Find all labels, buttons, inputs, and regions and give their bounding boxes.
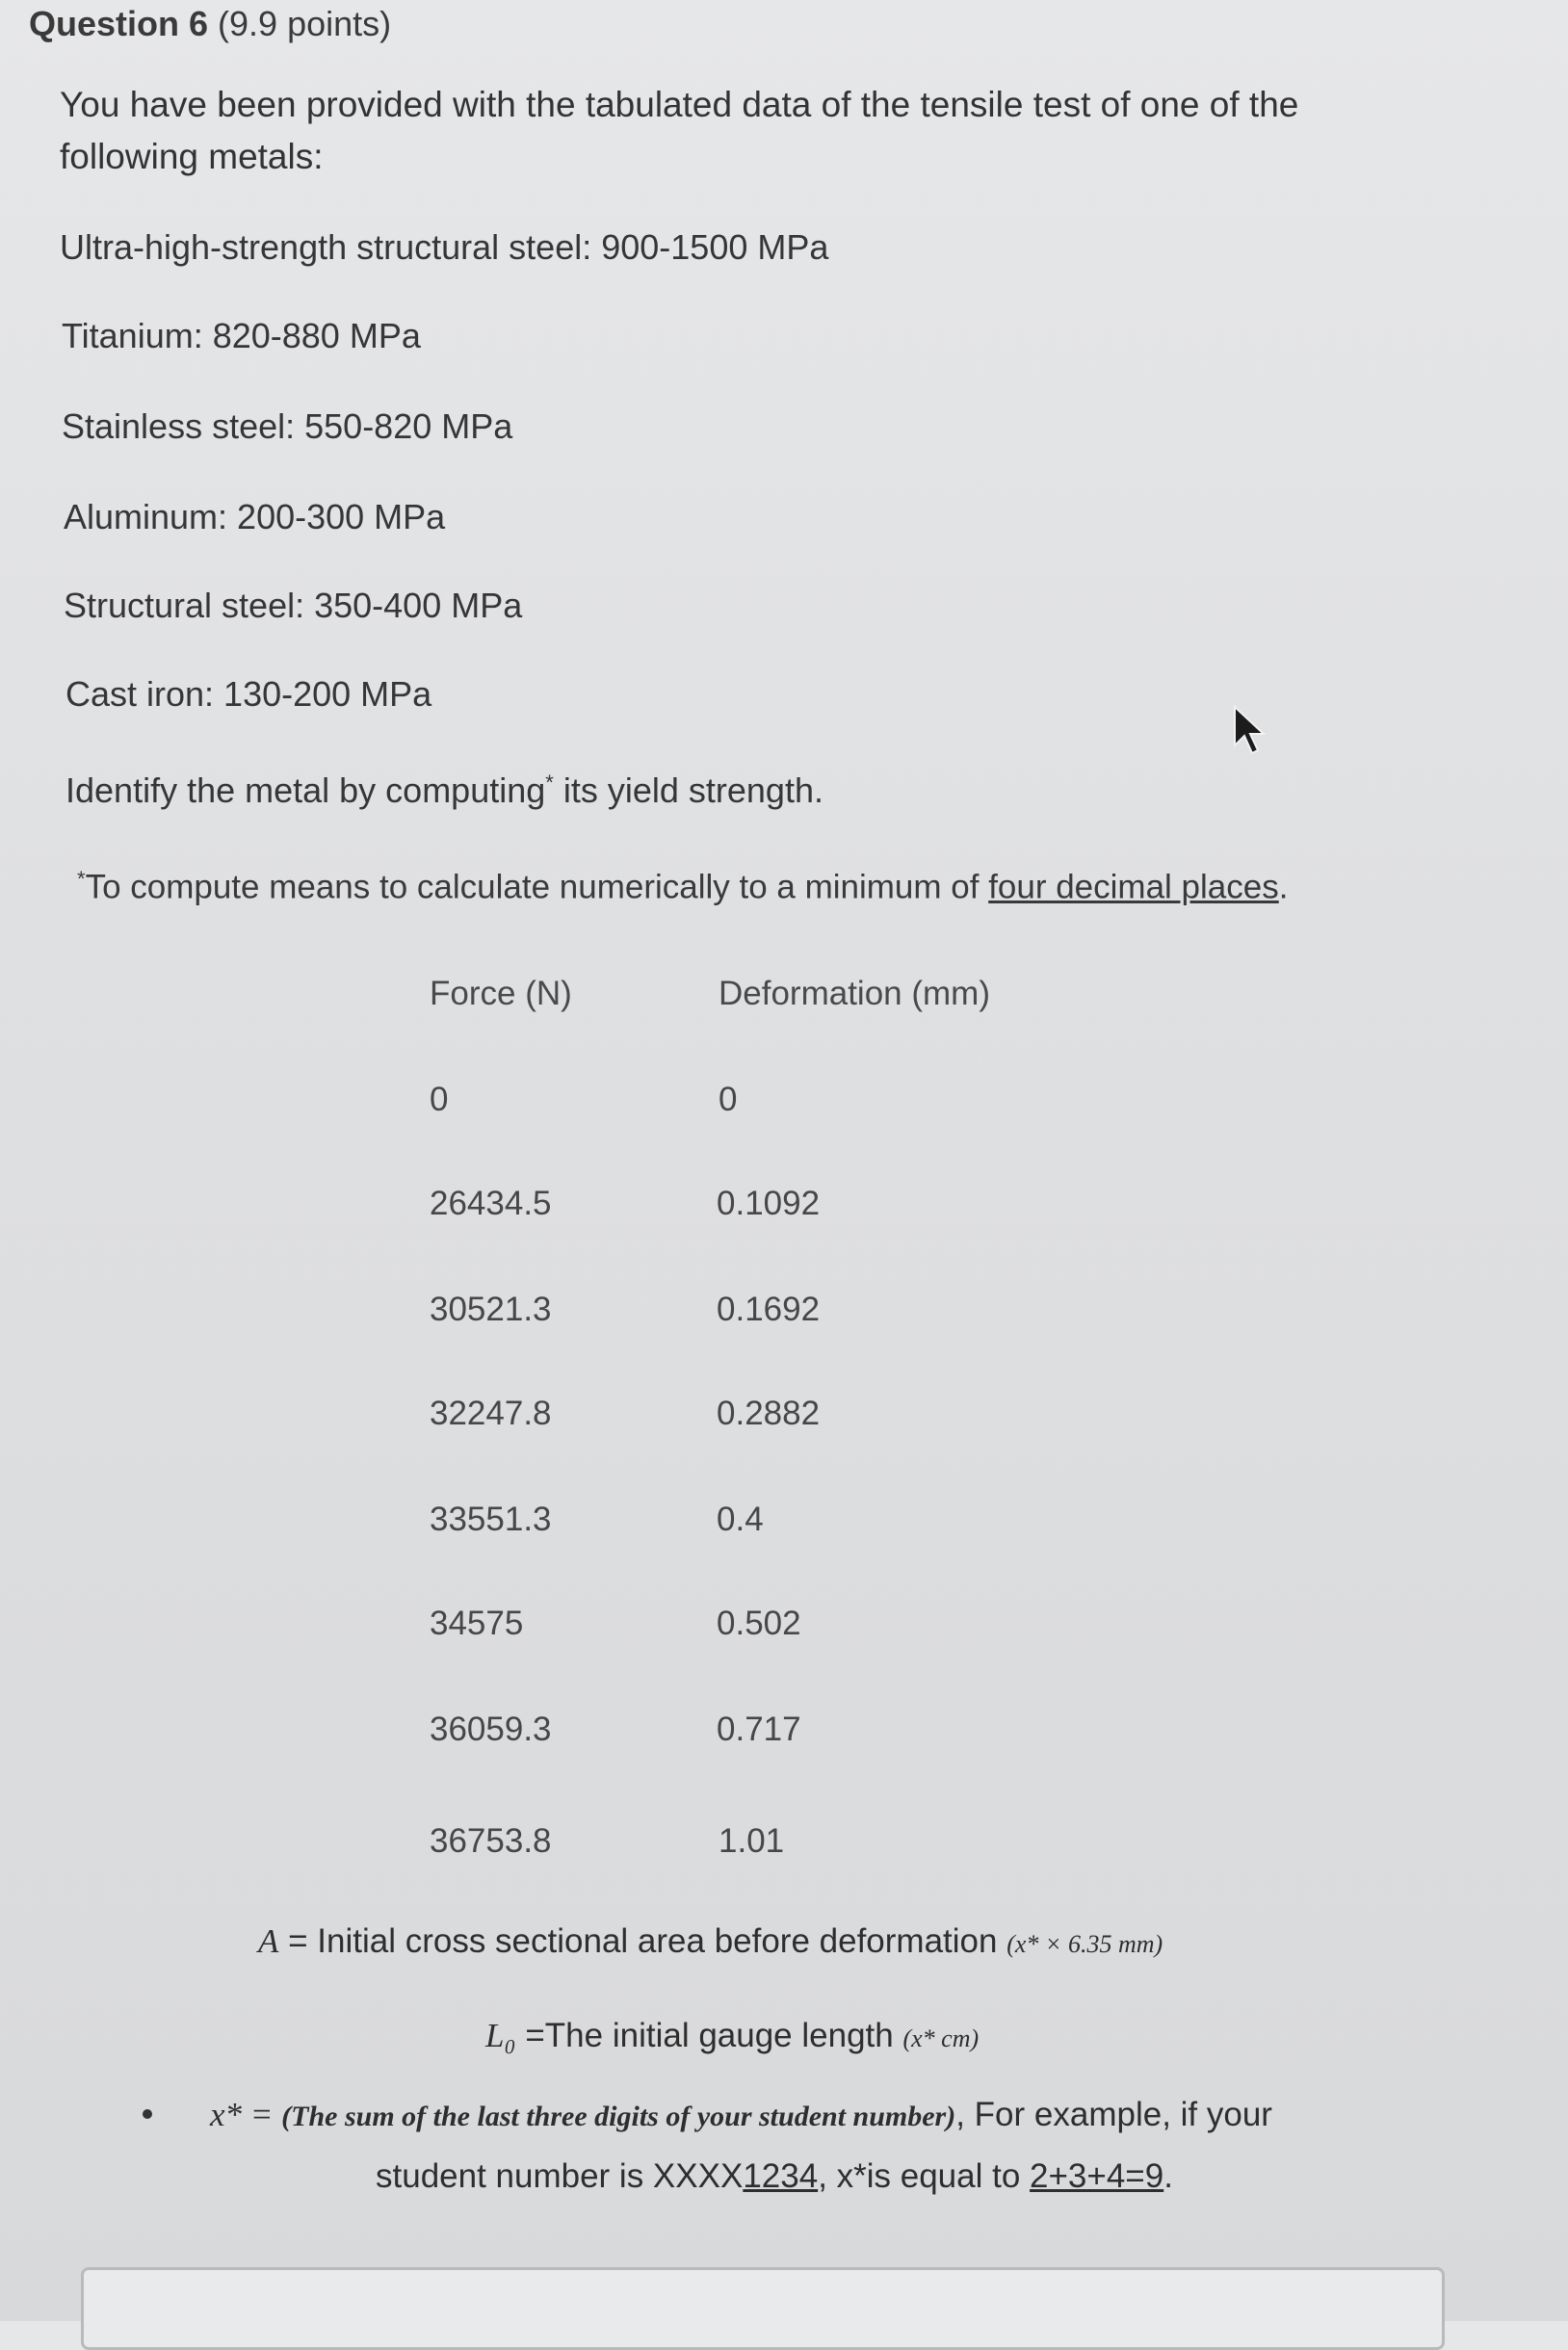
table-cell-deformation: 0.4 <box>717 1501 764 1538</box>
table-header-deformation: Deformation (mm) <box>719 975 990 1012</box>
length-symbol: L₀ <box>485 2017 516 2054</box>
example-sum: 2+3+4=9 <box>1030 2157 1164 2195</box>
metal-option: Cast iron: 130-200 MPa <box>65 674 432 714</box>
table-cell-force: 30521.3 <box>430 1291 552 1328</box>
table-cell-deformation: 0.717 <box>717 1710 801 1748</box>
question-number: Question 6 <box>29 4 209 43</box>
bullet-icon <box>143 2109 152 2119</box>
example-digits: 1234 <box>743 2157 819 2195</box>
mouse-pointer-icon <box>1231 703 1269 762</box>
metal-option: Aluminum: 200-300 MPa <box>64 497 446 536</box>
precision-emphasis: four decimal places <box>988 868 1279 906</box>
question-points: (9.9 points) <box>218 4 392 43</box>
area-definition: A = Initial cross sectional area before deformation (x* × 6.35 mm) <box>258 1922 1163 1960</box>
table-header-force: Force (N) <box>430 975 572 1012</box>
compute-note: *To compute means to calculate numerically to a minimum of four decimal places. <box>77 867 1289 906</box>
table-cell-deformation: 0.1092 <box>717 1185 821 1222</box>
footnote-marker: * <box>545 770 554 795</box>
table-cell-force: 32247.8 <box>430 1395 552 1432</box>
table-cell-force: 33551.3 <box>430 1501 552 1538</box>
question-intro: You have been provided with the tabulated data of the tensile test of one of the following metals: <box>60 85 1299 176</box>
table-cell-deformation: 1.01 <box>719 1822 785 1860</box>
x-star-definition: (The sum of the last three digits of your student number) <box>281 2101 956 2132</box>
footnote-line-2: student number is XXXX1234, x*is equal to 2+3+4=9. <box>376 2157 1173 2195</box>
x-star-symbol: x* = <box>210 2096 282 2133</box>
metal-option: Titanium: 820-880 MPa <box>62 316 421 355</box>
metal-option: Stainless steel: 550-820 MPa <box>62 406 513 446</box>
footnote-line-1: x* = (The sum of the last three digits of your student number), For example, if your <box>210 2096 1272 2133</box>
area-unit: (x* × 6.35 mm) <box>1006 1930 1163 1958</box>
table-cell-force: 0 <box>430 1081 449 1118</box>
table-cell-deformation: 0.2882 <box>717 1395 821 1432</box>
length-unit: (x* cm) <box>902 2024 980 2052</box>
gauge-length-definition: L₀ =The initial gauge length (x* cm) <box>485 2017 980 2054</box>
table-cell-force: 36753.8 <box>430 1822 552 1860</box>
table-cell-force: 36059.3 <box>430 1710 552 1748</box>
table-cell-deformation: 0 <box>719 1081 738 1118</box>
metal-option: Structural steel: 350-400 MPa <box>64 586 523 625</box>
footnote-marker: * <box>77 867 86 891</box>
table-cell-deformation: 0.502 <box>717 1605 801 1642</box>
answer-input-box[interactable] <box>81 2267 1445 2350</box>
table-cell-deformation: 0.1692 <box>717 1291 821 1328</box>
instruction-text: Identify the metal by computing* its yield strength. <box>65 770 823 810</box>
table-cell-force: 26434.5 <box>430 1185 552 1222</box>
area-symbol: A <box>258 1922 279 1960</box>
table-cell-force: 34575 <box>430 1605 524 1642</box>
metal-option: Ultra-high-strength structural steel: 900-1500 MPa <box>60 227 829 267</box>
question-title <box>29 4 391 44</box>
